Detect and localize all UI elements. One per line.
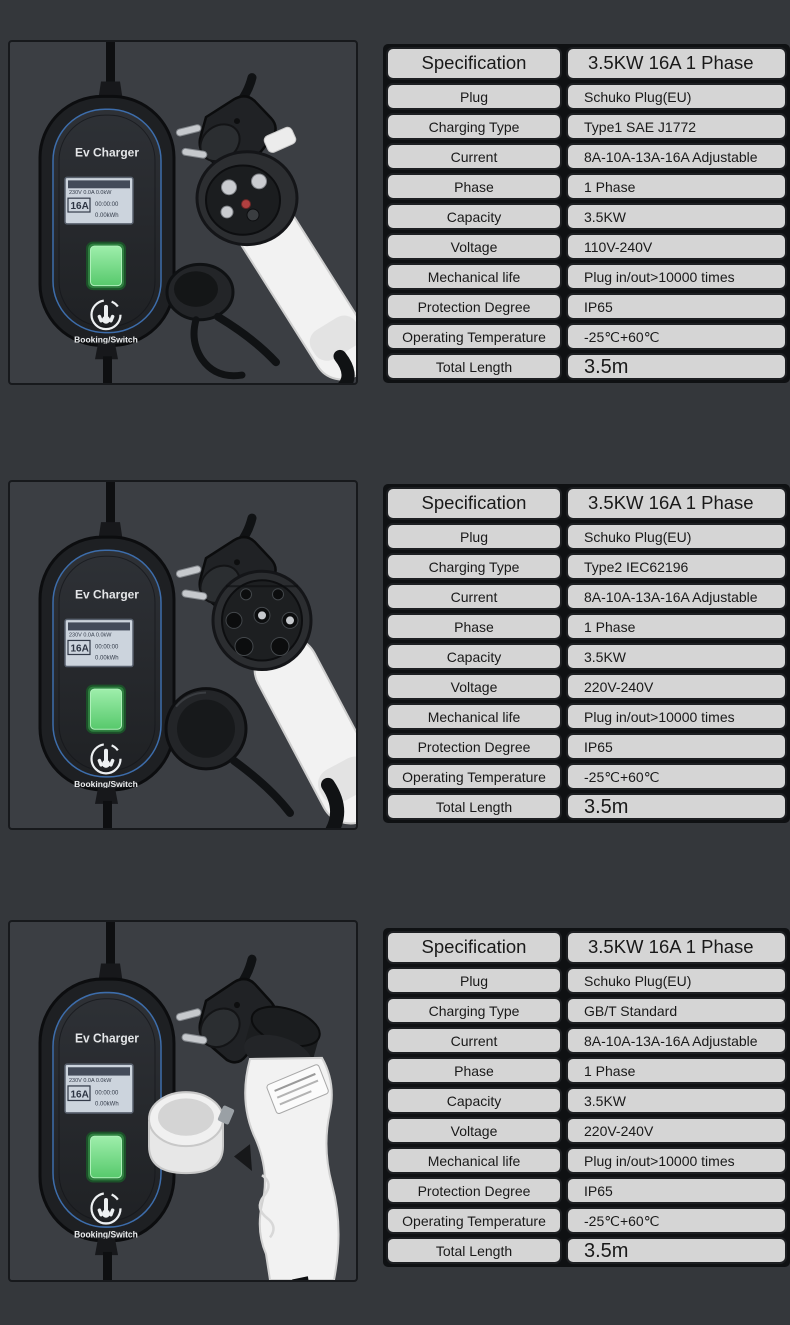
connector-pin [242, 200, 251, 209]
latch-lever [234, 1144, 252, 1171]
spec-header-value: 3.5KW 16A 1 Phase [566, 47, 787, 80]
spec-row-label: Capacity [386, 1087, 562, 1114]
spec-row [386, 1057, 787, 1084]
connector-pin [235, 637, 253, 655]
spec-row [386, 143, 787, 170]
spec-table [383, 928, 790, 1267]
spec-row-label: Voltage [386, 1117, 562, 1144]
spec-row-value: 3.5KW [566, 643, 787, 670]
spec-row-value: IP65 [566, 733, 787, 760]
spec-row-value: 3.5m [566, 353, 787, 380]
connector-pin [241, 589, 252, 600]
spec-header-row [386, 47, 787, 80]
spec-row-value: -25℃+60℃ [566, 763, 787, 790]
spec-row [386, 1207, 787, 1234]
dust-cap [167, 264, 276, 375]
spec-row [386, 323, 787, 350]
spec-row-value: 1 Phase [566, 173, 787, 200]
spec-table [383, 44, 790, 383]
product-image-frame-type1 [8, 40, 358, 385]
ev-charger-device [40, 922, 174, 1280]
spec-row [386, 1177, 787, 1204]
spec-row-label: Capacity [386, 643, 562, 670]
spec-row-value: Schuko Plug(EU) [566, 523, 787, 550]
spec-row-label: Mechanical life [386, 263, 562, 290]
spec-row [386, 523, 787, 550]
spec-row [386, 1147, 787, 1174]
spec-row-value: Schuko Plug(EU) [566, 83, 787, 110]
spec-row-value: 1 Phase [566, 1057, 787, 1084]
spec-row-value: 3.5m [566, 1237, 787, 1264]
spec-row [386, 203, 787, 230]
spec-row-label: Total Length [386, 353, 562, 380]
spec-row-value: 220V-240V [566, 1117, 787, 1144]
spec-row-label: Mechanical life [386, 703, 562, 730]
spec-row [386, 763, 787, 790]
spec-row-label: Current [386, 583, 562, 610]
spec-row [386, 643, 787, 670]
spec-row-value: Schuko Plug(EU) [566, 967, 787, 994]
spec-row-label: Plug [386, 83, 562, 110]
spec-row [386, 263, 787, 290]
spec-row-value: Plug in/out>10000 times [566, 1147, 787, 1174]
spec-row-label: Protection Degree [386, 733, 562, 760]
spec-row-value: 8A-10A-13A-16A Adjustable [566, 1027, 787, 1054]
spec-row-value: Plug in/out>10000 times [566, 263, 787, 290]
spec-row-label: Operating Temperature [386, 1207, 562, 1234]
connector-pin [226, 612, 242, 628]
product-image-frame-type2 [8, 480, 358, 830]
spec-row-value: Plug in/out>10000 times [566, 703, 787, 730]
spec-row [386, 673, 787, 700]
spec-row [386, 1027, 787, 1054]
spec-row-value: 220V-240V [566, 673, 787, 700]
spec-row [386, 967, 787, 994]
spec-row [386, 553, 787, 580]
spec-row-label: Capacity [386, 203, 562, 230]
connector-pin [252, 174, 267, 189]
spec-row-label: Current [386, 143, 562, 170]
spec-row-value: 110V-240V [566, 233, 787, 260]
spec-row [386, 353, 787, 380]
spec-row-value: IP65 [566, 1177, 787, 1204]
spec-row [386, 793, 787, 820]
spec-row-value: 1 Phase [566, 613, 787, 640]
spec-row-label: Charging Type [386, 553, 562, 580]
spec-row [386, 997, 787, 1024]
spec-row-value: Type2 IEC62196 [566, 553, 787, 580]
spec-row-label: Operating Temperature [386, 323, 562, 350]
spec-row-value: 8A-10A-13A-16A Adjustable [566, 583, 787, 610]
spec-header-value: 3.5KW 16A 1 Phase [566, 931, 787, 964]
spec-row-label: Phase [386, 173, 562, 200]
type1-connector [197, 126, 356, 383]
spec-row-value: IP65 [566, 293, 787, 320]
spec-row-value: 8A-10A-13A-16A Adjustable [566, 143, 787, 170]
connector-pin [221, 206, 233, 218]
spec-header-value: 3.5KW 16A 1 Phase [566, 487, 787, 520]
spec-header-label: Specification [386, 47, 562, 80]
ev-charger-device [40, 42, 174, 383]
spec-row [386, 233, 787, 260]
connector-pin [271, 637, 289, 655]
spec-row-label: Protection Degree [386, 293, 562, 320]
spec-row-label: Current [386, 1027, 562, 1054]
white-dust-cap [149, 1092, 235, 1173]
spec-row [386, 703, 787, 730]
spec-row-label: Charging Type [386, 997, 562, 1024]
spec-row-label: Voltage [386, 673, 562, 700]
spec-row-label: Plug [386, 967, 562, 994]
spec-row-value: 3.5KW [566, 203, 787, 230]
spec-row-label: Total Length [386, 793, 562, 820]
spec-row-value: GB/T Standard [566, 997, 787, 1024]
connector-pin [273, 589, 284, 600]
connector-pin [247, 209, 259, 221]
spec-row [386, 293, 787, 320]
spec-row-value: 3.5KW [566, 1087, 787, 1114]
product-image-frame-gbt [8, 920, 358, 1282]
spec-row [386, 1087, 787, 1114]
spec-row-value: -25℃+60℃ [566, 1207, 787, 1234]
spec-row-label: Charging Type [386, 113, 562, 140]
spec-row-value: -25℃+60℃ [566, 323, 787, 350]
gbt-connector [234, 999, 339, 1280]
spec-row-label: Total Length [386, 1237, 562, 1264]
spec-row [386, 583, 787, 610]
spec-row [386, 1237, 787, 1264]
spec-row-label: Phase [386, 1057, 562, 1084]
spec-row [386, 83, 787, 110]
spec-row [386, 113, 787, 140]
spec-row-label: Mechanical life [386, 1147, 562, 1174]
spec-row-label: Voltage [386, 233, 562, 260]
spec-row-value: 3.5m [566, 793, 787, 820]
spec-row-label: Plug [386, 523, 562, 550]
spec-row [386, 173, 787, 200]
spec-row-value: Type1 SAE J1772 [566, 113, 787, 140]
spec-row-label: Operating Temperature [386, 763, 562, 790]
spec-header-label: Specification [386, 487, 562, 520]
ev-charger-device [40, 482, 174, 828]
spec-row [386, 1117, 787, 1144]
spec-table [383, 484, 790, 823]
spec-row-label: Protection Degree [386, 1177, 562, 1204]
spec-header-row [386, 931, 787, 964]
spec-row [386, 613, 787, 640]
spec-header-label: Specification [386, 931, 562, 964]
spec-row [386, 733, 787, 760]
spec-header-row [386, 487, 787, 520]
spec-row-label: Phase [386, 613, 562, 640]
connector-pin [222, 180, 237, 195]
